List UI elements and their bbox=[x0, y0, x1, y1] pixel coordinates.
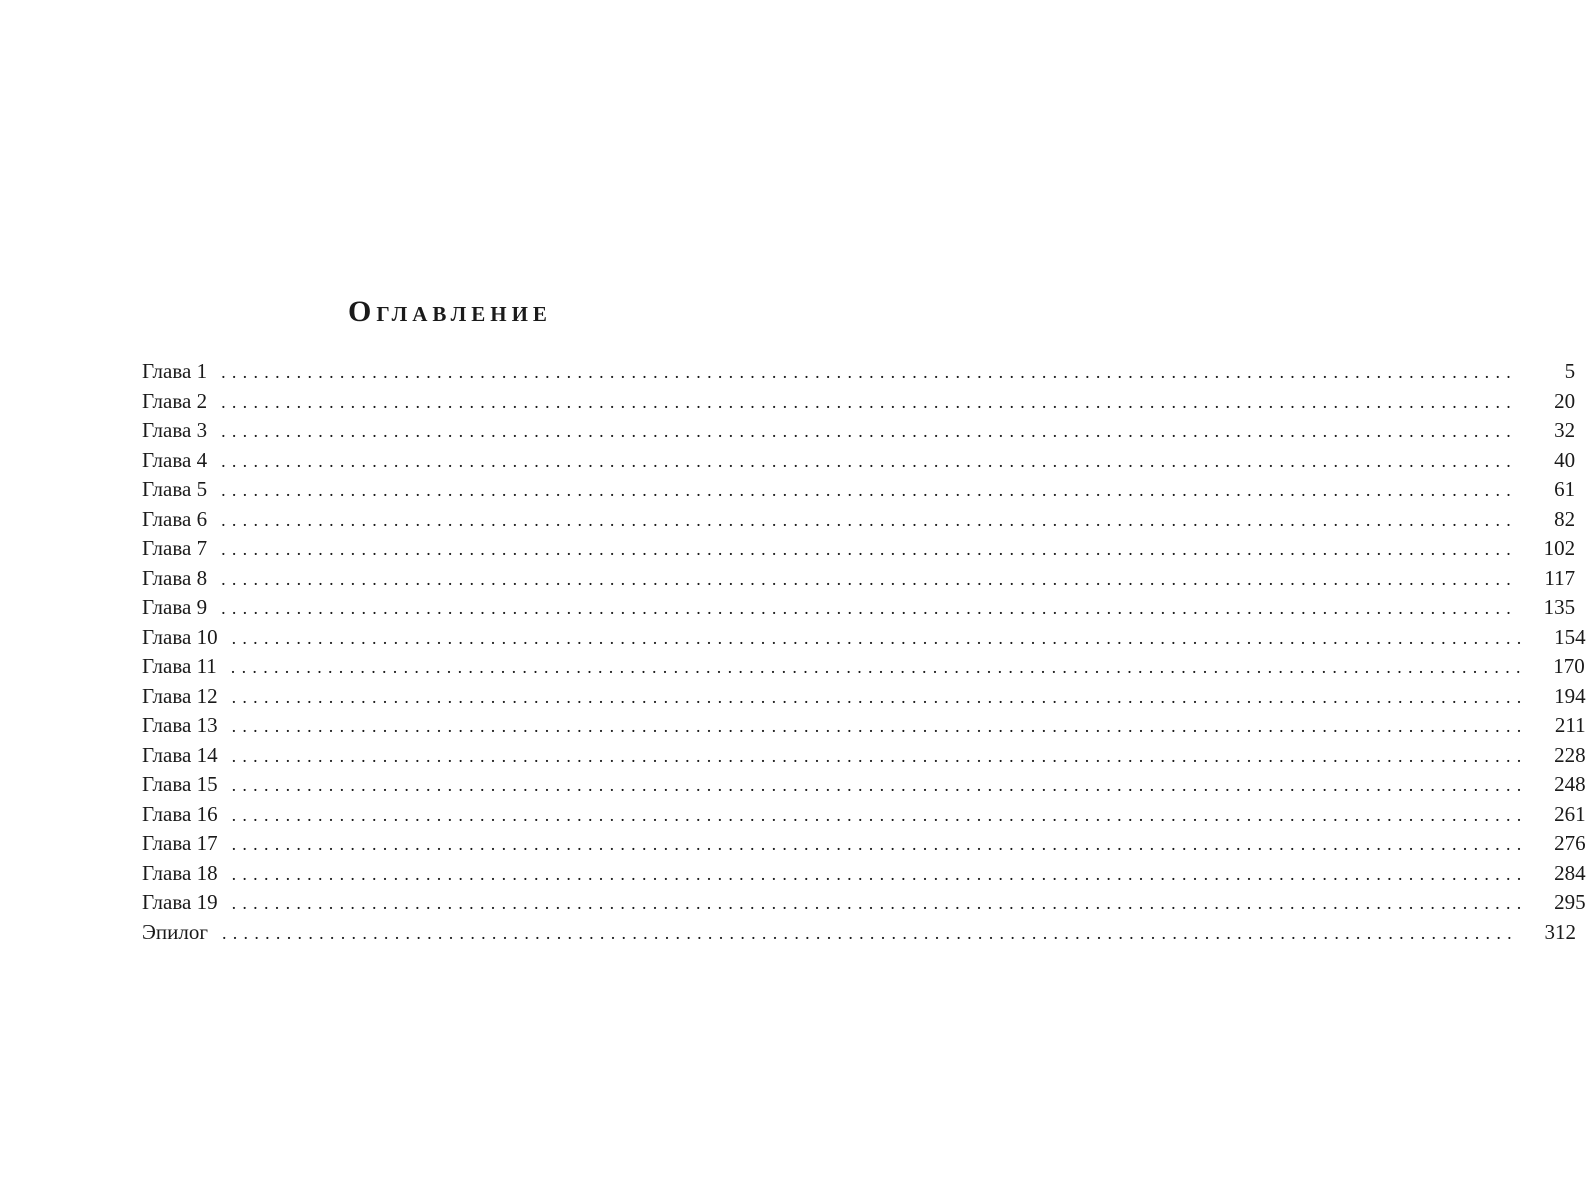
toc-entry bbox=[142, 829, 1586, 859]
toc-entry-label: Глава 14 bbox=[142, 742, 218, 767]
toc-entry-label: Глава 18 bbox=[142, 860, 218, 885]
toc-title: Оглавление bbox=[348, 295, 552, 328]
toc-entry bbox=[142, 387, 1576, 417]
toc-entry-page: 61 bbox=[1554, 477, 1576, 501]
toc-entry-page: 102 bbox=[1543, 536, 1576, 560]
toc-entry-label: Глава 6 bbox=[142, 506, 208, 531]
toc-entry bbox=[142, 800, 1586, 830]
dot-leader: ........................................................................................................................ bbox=[221, 450, 1518, 471]
toc-entry-page: 32 bbox=[1554, 418, 1576, 442]
toc-entry-page: 82 bbox=[1554, 506, 1576, 531]
toc-entry-label: Глава 17 bbox=[142, 831, 218, 855]
toc-entry-page: 117 bbox=[1544, 565, 1576, 590]
toc-entry-label: Глава 19 bbox=[142, 890, 218, 914]
dot-leader: ........................................................................................................................ bbox=[221, 421, 1518, 441]
dot-leader: ........................................................................................................................ bbox=[231, 863, 1528, 884]
toc-entry-label: Глава 13 bbox=[142, 713, 218, 737]
dot-leader: ........................................................................................................................ bbox=[221, 362, 1518, 382]
toc-entry bbox=[142, 682, 1586, 712]
toc-entry bbox=[142, 505, 1576, 535]
dot-leader: ........................................................................................................................ bbox=[221, 480, 1518, 500]
toc-list bbox=[142, 357, 1586, 947]
dot-leader: ........................................................................................................................ bbox=[231, 745, 1528, 766]
toc-entry bbox=[142, 918, 1576, 948]
toc-entry bbox=[142, 770, 1586, 800]
dot-leader: ........................................................................................................................ bbox=[221, 539, 1518, 559]
toc-entry-label: Глава 10 bbox=[142, 624, 218, 649]
dot-leader: ........................................................................................................................ bbox=[231, 686, 1528, 707]
toc-entry bbox=[142, 564, 1576, 594]
toc-entry-label: Глава 3 bbox=[142, 418, 208, 442]
toc-entry-label: Глава 12 bbox=[142, 683, 218, 708]
toc-entry bbox=[142, 623, 1586, 653]
toc-entry-page: 194 bbox=[1554, 683, 1586, 708]
dot-leader: ........................................................................................................................ bbox=[230, 657, 1527, 677]
toc-entry-page: 211 bbox=[1554, 713, 1586, 737]
toc-entry-label: Эпилог bbox=[142, 919, 208, 944]
toc-entry-label: Глава 11 bbox=[142, 654, 217, 678]
dot-leader: ........................................................................................................................ bbox=[231, 716, 1528, 736]
dot-leader: ........................................................................................................................ bbox=[221, 568, 1518, 589]
toc-entry-page: 40 bbox=[1554, 447, 1576, 472]
toc-entry-page: 284 bbox=[1554, 860, 1586, 885]
dot-leader: ........................................................................................................................ bbox=[231, 804, 1528, 825]
toc-entry-label: Глава 4 bbox=[142, 447, 208, 472]
toc-entry-label: Глава 15 bbox=[142, 772, 218, 796]
toc-entry bbox=[142, 416, 1576, 446]
toc-entry bbox=[142, 711, 1586, 741]
toc-entry-page: 20 bbox=[1554, 388, 1576, 413]
toc-entry-page: 312 bbox=[1544, 919, 1576, 944]
toc-entry-page: 5 bbox=[1564, 359, 1576, 383]
toc-entry bbox=[142, 534, 1576, 564]
toc-entry bbox=[142, 652, 1585, 682]
dot-leader: ........................................................................................................................ bbox=[231, 893, 1528, 913]
toc-entry bbox=[142, 859, 1586, 889]
toc-entry-label: Глава 16 bbox=[142, 801, 218, 826]
toc-entry-label: Глава 5 bbox=[142, 477, 208, 501]
dot-leader: ........................................................................................................................ bbox=[231, 775, 1528, 795]
toc-entry bbox=[142, 593, 1576, 623]
toc-entry-page: 261 bbox=[1554, 801, 1586, 826]
toc-entry-label: Глава 9 bbox=[142, 595, 208, 619]
toc-entry bbox=[142, 357, 1576, 387]
toc-entry-page: 248 bbox=[1554, 772, 1586, 796]
dot-leader: ........................................................................................................................ bbox=[231, 627, 1528, 648]
toc-entry-page: 170 bbox=[1553, 654, 1585, 678]
dot-leader: ........................................................................................................................ bbox=[221, 922, 1518, 943]
toc-entry-page: 276 bbox=[1554, 831, 1586, 855]
toc-entry bbox=[142, 446, 1576, 476]
dot-leader: ........................................................................................................................ bbox=[231, 834, 1528, 854]
toc-entry-page: 295 bbox=[1554, 890, 1586, 914]
toc-entry-label: Глава 2 bbox=[142, 388, 208, 413]
toc-entry-label: Глава 1 bbox=[142, 359, 208, 383]
toc-entry bbox=[142, 888, 1586, 918]
toc-entry-page: 154 bbox=[1554, 624, 1586, 649]
toc-entry-page: 228 bbox=[1554, 742, 1586, 767]
toc-entry bbox=[142, 475, 1576, 505]
dot-leader: ........................................................................................................................ bbox=[221, 509, 1518, 530]
dot-leader: ........................................................................................................................ bbox=[221, 391, 1518, 412]
toc-entry-label: Глава 8 bbox=[142, 565, 208, 590]
toc-entry bbox=[142, 741, 1586, 771]
dot-leader: ........................................................................................................................ bbox=[221, 598, 1518, 618]
toc-entry-page: 135 bbox=[1543, 595, 1576, 619]
toc-entry-label: Глава 7 bbox=[142, 536, 208, 560]
